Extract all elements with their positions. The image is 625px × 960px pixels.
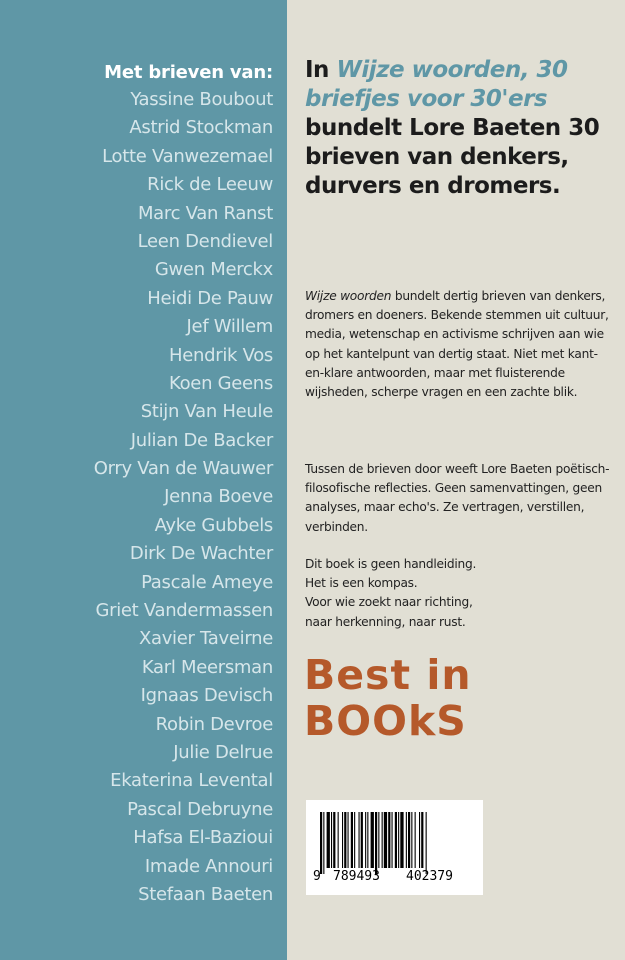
- contributor-name: Jenna Boeve: [164, 486, 273, 508]
- barcode-bar: [398, 812, 399, 868]
- paragraph-line: Het is een kompas.: [305, 576, 418, 591]
- paragraph-line: naar herkenning, naar rust.: [305, 614, 466, 629]
- barcode-bar: [367, 812, 368, 868]
- contributor-name: Gwen Merckx: [154, 259, 273, 281]
- headline: [305, 56, 615, 201]
- contributor-name: Julie Delrue: [173, 741, 273, 763]
- barcode-bar: [395, 812, 397, 868]
- contributor-name: Griet Vandermassen: [95, 600, 273, 622]
- paragraph-line: Voor wie zoekt naar richting,: [305, 595, 473, 610]
- isbn-group-1: 789493: [333, 869, 380, 884]
- paragraph-text: bundelt dertig brieven van denkers, dromers en doeners. Bekende stemmen uit cultuur, media, wetenschap en activisme schrijven aan wie op het kantelpunt van dertig staat. Niet met kant-en-klare antwoorden, maar met fluisterende wijsheden, scherpe vragen en een zachte blik.: [305, 289, 609, 400]
- logo-line-1: Best in: [304, 651, 472, 699]
- barcode-bar: [354, 812, 355, 868]
- barcode-bar: [378, 812, 379, 868]
- contributor-name: Koen Geens: [168, 372, 273, 394]
- contributor-name: Heidi De Pauw: [147, 287, 273, 309]
- contributor-name: Pascal Debruyne: [127, 798, 273, 820]
- barcode-bar: [338, 812, 339, 868]
- barcode-bar: [351, 812, 353, 868]
- contributor-name: Ekaterina Levental: [110, 770, 273, 792]
- barcode-bar: [419, 812, 420, 868]
- barcode-bar: [361, 812, 363, 868]
- contributor-name: Ayke Gubbels: [154, 514, 273, 536]
- barcode-bar: [333, 812, 335, 868]
- barcode-bar: [411, 812, 412, 868]
- barcode-bar: [392, 812, 393, 868]
- contributor-name: Yassine Boubout: [130, 89, 273, 110]
- contributor-name: Imade Annouri: [144, 855, 273, 877]
- contributors-list: [94, 86, 273, 909]
- book-title-inline: Wijze woorden: [305, 289, 392, 303]
- contributor-name: Leen Dendievel: [137, 230, 273, 252]
- contributor-name: Xavier Taveirne: [138, 628, 273, 650]
- isbn-barcode: [306, 800, 483, 895]
- headline-suffix: bundelt Lore Baeten 30 brieven van denkers, durvers en dromers.: [305, 115, 600, 199]
- book-title: Wijze woorden, 30 briefjes voor 30'ers: [305, 57, 568, 112]
- contributor-name: Pascale Ameye: [141, 571, 273, 593]
- contributor-name: Astrid Stockman: [129, 117, 273, 139]
- barcode-bar: [384, 812, 387, 868]
- logo-line-2: BOOkS: [304, 697, 467, 745]
- description-paragraph-2: [305, 460, 615, 537]
- barcode-bar: [344, 812, 346, 868]
- barcode-bar: [426, 812, 427, 874]
- barcode-bar: [331, 812, 332, 868]
- contributors-panel: [0, 0, 287, 960]
- contributor-name: Stijn Van Heule: [140, 401, 273, 423]
- contributor-name: Hafsa El-Bazioui: [133, 827, 273, 849]
- contributor-name: Lotte Vanwezemael: [102, 145, 273, 167]
- barcode-bar: [415, 812, 416, 868]
- barcode-bar: [400, 812, 403, 868]
- paragraph-text: Tussen de brieven door weeft Lore Baeten poëtisch-filosofische reflecties. Geen samenvattingen, geen analyses, maar echo's. Ze vertragen, verstillen, verbinden.: [305, 462, 610, 534]
- contributor-name: Jef Willem: [186, 316, 273, 338]
- barcode-bar: [382, 812, 383, 868]
- barcode-bar: [421, 812, 423, 868]
- contributor-name: Rick de Leeuw: [147, 174, 273, 196]
- contributor-name: Robin Devroe: [155, 713, 273, 735]
- contributor-name: Hendrik Vos: [169, 344, 273, 366]
- barcode-bar: [320, 812, 322, 874]
- contributor-name: Orry Van de Wauwer: [93, 458, 273, 480]
- contributor-name: Dirk De Wachter: [129, 543, 273, 565]
- contributor-name: Karl Meersman: [141, 656, 273, 678]
- barcode-bar: [342, 812, 343, 868]
- barcode-bars: [320, 812, 470, 874]
- description-paragraph-3: [305, 555, 615, 632]
- contributor-name: Marc Van Ranst: [137, 202, 273, 224]
- paragraph-line: Dit boek is geen handleiding.: [305, 557, 477, 571]
- isbn-first-digit: 9: [313, 869, 321, 884]
- barcode-bar: [323, 812, 324, 874]
- contributor-name: Julian De Backer: [130, 429, 273, 451]
- barcode-bar: [327, 812, 330, 868]
- barcode-bar: [371, 812, 374, 868]
- barcode-bar: [359, 812, 360, 868]
- barcode-bar: [406, 812, 407, 868]
- description-paragraph-1: [305, 287, 615, 402]
- barcode-bar: [375, 812, 377, 874]
- barcode-bar: [348, 812, 349, 868]
- contributor-name: Stefaan Baeten: [138, 883, 273, 905]
- barcode-bar: [388, 812, 390, 868]
- contributor-name: Ignaas Devisch: [140, 685, 273, 707]
- isbn-group-2: 402379: [406, 869, 453, 884]
- barcode-bar: [365, 812, 366, 868]
- contributors-heading: Met brieven van:: [104, 62, 273, 83]
- publisher-logo: [304, 652, 494, 744]
- headline-prefix: In: [305, 57, 337, 83]
- barcode-bar: [408, 812, 410, 868]
